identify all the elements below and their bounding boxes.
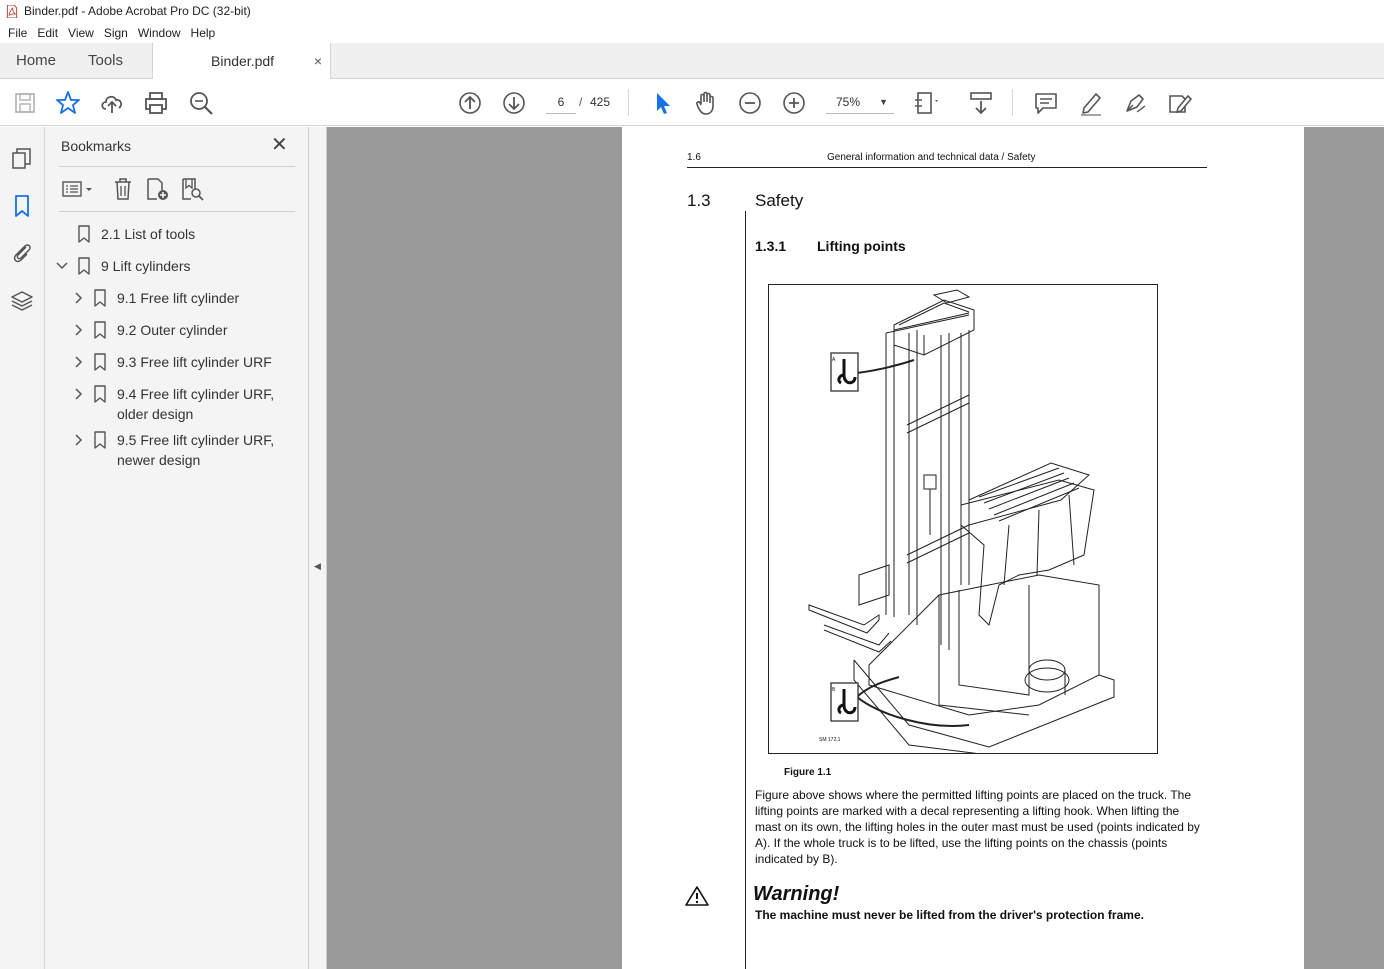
bookmark-options-icon[interactable] xyxy=(61,177,85,201)
bookmarks-panel-title: Bookmarks xyxy=(61,138,132,154)
bookmark-item[interactable] xyxy=(45,430,295,470)
zoom-level-value: 75% xyxy=(836,95,861,109)
figure-caption: Figure 1.1 xyxy=(784,767,832,778)
tab-document[interactable] xyxy=(152,43,331,80)
zoom-level-select[interactable] xyxy=(826,90,894,114)
bookmark-label: 9.3 Free lift cylinder URF xyxy=(117,354,272,370)
document-viewport[interactable] xyxy=(327,127,1384,969)
menu-bar xyxy=(0,22,1384,43)
bookmark-search-icon[interactable] xyxy=(180,177,204,201)
bookmarks-panel xyxy=(45,127,309,969)
bookmark-icon xyxy=(94,385,106,403)
cloud-upload-icon[interactable] xyxy=(99,90,125,116)
pages-thumbnail-icon[interactable] xyxy=(10,147,34,171)
zoom-out-icon[interactable] xyxy=(737,90,763,116)
figure-code: SM 172.1 xyxy=(819,737,841,743)
chevron-right-icon[interactable] xyxy=(73,356,85,368)
bookmark-label: 2.1 List of tools xyxy=(101,226,196,242)
document-tab-label: Binder.pdf xyxy=(211,53,275,69)
new-bookmark-icon[interactable] xyxy=(145,177,169,201)
chevron-down-icon: ▼ xyxy=(879,97,888,107)
bookmark-icon xyxy=(94,353,106,371)
menu-file[interactable]: File xyxy=(8,25,28,40)
navigation-rail xyxy=(0,127,45,969)
chevron-down-icon[interactable] xyxy=(56,260,68,272)
bookmarks-panel-icon[interactable] xyxy=(10,194,34,218)
chevron-right-icon[interactable] xyxy=(73,434,85,446)
bookmark-label: 9.5 Free lift cylinder URF, xyxy=(117,432,275,448)
previous-page-icon[interactable] xyxy=(457,90,483,116)
draw-pen-icon[interactable] xyxy=(1122,90,1148,116)
panel-divider xyxy=(59,166,295,167)
edit-sign-icon[interactable] xyxy=(1166,90,1192,116)
tab-home[interactable]: Home xyxy=(16,52,57,69)
page-total: 425 xyxy=(590,95,611,109)
attachments-icon[interactable] xyxy=(10,240,34,264)
page-header-number: 1.6 xyxy=(687,152,701,163)
close-tab-icon[interactable]: × xyxy=(313,53,322,69)
toolbar-divider xyxy=(1012,89,1013,116)
bookmark-item[interactable] xyxy=(45,224,295,244)
select-cursor-icon[interactable] xyxy=(649,90,675,116)
bookmark-icon xyxy=(94,289,106,307)
bookmark-item[interactable] xyxy=(45,256,295,276)
panel-divider xyxy=(59,211,295,212)
bookmark-icon xyxy=(94,321,106,339)
margin-rule xyxy=(745,211,746,969)
delete-bookmark-icon[interactable] xyxy=(111,177,135,201)
chevron-right-icon[interactable] xyxy=(73,324,85,336)
chevron-right-icon[interactable] xyxy=(73,388,85,400)
subsection-number: 1.3.1 xyxy=(755,238,787,254)
print-icon[interactable] xyxy=(143,90,169,116)
menu-help[interactable]: Help xyxy=(190,25,216,40)
tab-bar xyxy=(0,43,1384,79)
bookmark-label: 9 Lift cylinders xyxy=(101,258,191,274)
forklift-illustration xyxy=(769,285,1157,753)
bookmark-label: 9.1 Free lift cylinder xyxy=(117,290,240,306)
bookmark-item[interactable] xyxy=(45,288,295,308)
highlight-pen-icon[interactable] xyxy=(1078,90,1104,116)
menu-view[interactable]: View xyxy=(68,25,94,40)
bookmark-label: 9.2 Outer cylinder xyxy=(117,322,228,338)
bookmark-icon xyxy=(94,431,106,449)
scroll-mode-icon[interactable] xyxy=(968,90,994,116)
section-title: Safety xyxy=(755,191,804,210)
pdf-page xyxy=(622,127,1304,969)
bookmark-item[interactable] xyxy=(45,320,295,340)
header-rule xyxy=(687,167,1207,168)
bookmark-item[interactable] xyxy=(45,384,295,424)
menu-window[interactable]: Window xyxy=(137,25,181,40)
zoom-search-icon[interactable] xyxy=(188,90,214,116)
close-panel-icon[interactable]: ✕ xyxy=(271,134,288,156)
chevron-right-icon[interactable] xyxy=(73,292,85,304)
page-header-title: General information and technical data / Safety xyxy=(827,152,1036,163)
warning-triangle-icon xyxy=(685,885,709,907)
collapse-arrow-icon: ◀ xyxy=(314,561,321,571)
layers-icon[interactable] xyxy=(10,289,34,313)
window-title: Binder.pdf - Adobe Acrobat Pro DC (32-bit) xyxy=(24,4,251,18)
toolbar-divider xyxy=(628,89,629,116)
figure-label-a: A xyxy=(832,357,836,363)
menu-sign[interactable]: Sign xyxy=(103,25,128,40)
warning-title: Warning! xyxy=(753,883,840,905)
figure-forklift-lifting-points xyxy=(768,284,1158,754)
bookmark-label-line2: newer design xyxy=(117,452,201,468)
bookmark-item[interactable] xyxy=(45,352,295,372)
next-page-icon[interactable] xyxy=(501,90,527,116)
panel-collapse-handle[interactable] xyxy=(309,127,327,969)
page-number-input[interactable]: 6 xyxy=(546,90,576,114)
hand-tool-icon[interactable] xyxy=(693,90,719,116)
zoom-in-icon[interactable] xyxy=(781,90,807,116)
bookmark-icon xyxy=(78,257,90,275)
bookmark-icon xyxy=(78,225,90,243)
section-number: 1.3 xyxy=(687,191,711,210)
page-fit-icon[interactable] xyxy=(913,90,939,116)
comment-icon[interactable] xyxy=(1033,90,1059,116)
title-bar xyxy=(0,0,1384,22)
bookmark-label-line2: older design xyxy=(117,406,194,422)
warning-text: The machine must never be lifted from the driver's protection frame. xyxy=(755,908,1144,922)
tab-tools[interactable]: Tools xyxy=(88,52,124,69)
menu-edit[interactable]: Edit xyxy=(37,25,59,40)
bookmark-label: 9.4 Free lift cylinder URF, xyxy=(117,386,275,402)
star-icon[interactable] xyxy=(55,90,81,116)
page-separator: / xyxy=(579,95,583,109)
subsection-title: Lifting points xyxy=(817,238,906,254)
figure-label-b: B xyxy=(832,687,836,693)
body-paragraph: Figure above shows where the permitted lifting points are placed on the truck. The lifting points are marked with a decal representing a lifting hook. When lifting the mast on its own, the lifting holes in the outer mast must be used (points indicated by A). If the whole truck is to be lifted, use the lifting points on the chassis (points indicated by B). xyxy=(755,788,1200,866)
pdf-app-icon xyxy=(6,5,18,18)
save-icon[interactable] xyxy=(12,90,38,116)
